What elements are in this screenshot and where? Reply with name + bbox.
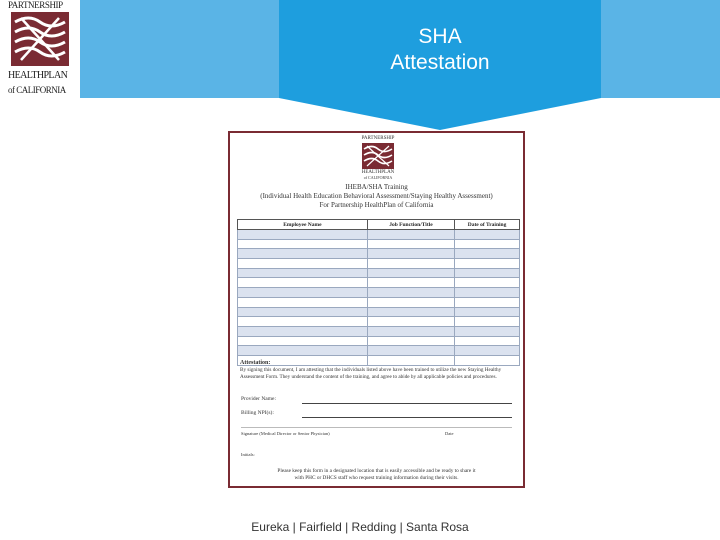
table-cell [455, 288, 520, 298]
table-cell [455, 230, 520, 240]
billing-npi-line [302, 417, 512, 418]
date-label: Date [445, 431, 454, 436]
table-row [238, 268, 520, 278]
form-logo-text-mid: HEALTHPLAN [361, 170, 395, 175]
table-cell [455, 297, 520, 307]
table-cell [367, 278, 454, 288]
form-logo-text-bottom: of CALIFORNIA [363, 175, 393, 180]
table-cell [238, 288, 368, 298]
form-footer-line1: Please keep this form in a designated location that is easily accessible and be ready to share it [277, 468, 476, 474]
table-cell [238, 239, 368, 249]
table-cell [238, 336, 368, 346]
form-footer-line2: with PHC or DHCS staff who request training information during their visits. [294, 475, 459, 481]
table-row [238, 230, 520, 240]
form-heading-line3: For Partnership HealthPlan of California [319, 201, 434, 209]
attestation-text: By signing this document, I am attesting that the individuals listed above have been trained to utilize the new Staying Healthy Assessment Form. They understand the content of the training, and agree to abide by all applicable policies and procedures. [240, 367, 502, 380]
table-cell [238, 317, 368, 327]
signature-line [241, 427, 512, 428]
table-cell [367, 326, 454, 336]
table-cell [238, 268, 368, 278]
table-cell [367, 259, 454, 269]
table-cell [367, 317, 454, 327]
table-row [238, 317, 520, 327]
logo-text-mid: HEALTHPLAN [8, 70, 68, 81]
billing-npi-label: Billing NPI(s): [241, 410, 274, 416]
title-banner-arrow [279, 98, 601, 130]
table-cell [367, 346, 454, 356]
table-cell [455, 317, 520, 327]
attestation-form-preview [228, 131, 525, 488]
table-row [238, 259, 520, 269]
table-cell [238, 278, 368, 288]
table-cell [367, 307, 454, 317]
form-heading-line2: (Individual Health Education Behavioral Assessment/Staying Healthy Assessment) [260, 192, 493, 200]
signature-label: Signature (Medical Director or Senior Physician) [241, 431, 330, 436]
table-cell [238, 326, 368, 336]
attestation-section [240, 360, 515, 381]
table-cell [238, 259, 368, 269]
table-cell [367, 297, 454, 307]
table-header-row [238, 220, 520, 230]
table-cell [455, 239, 520, 249]
office-locations-footer: Eureka | Fairfield | Redding | Santa Rosa [251, 520, 469, 534]
table-cell [455, 346, 520, 356]
table-cell [367, 249, 454, 259]
table-cell [455, 307, 520, 317]
table-row [238, 336, 520, 346]
table-row [238, 239, 520, 249]
logo-text-bottom: of CALIFORNIA [8, 85, 66, 95]
page-title-line1: SHA [418, 25, 462, 48]
table-cell [367, 336, 454, 346]
form-logo-text-top: PARTNERSHIP [361, 136, 395, 141]
table-cell [238, 307, 368, 317]
table-cell [455, 326, 520, 336]
table-row [238, 278, 520, 288]
table-row [238, 249, 520, 259]
table-cell [455, 268, 520, 278]
initials-label: Initials: [241, 452, 255, 457]
table-cell [367, 230, 454, 240]
form-logo-emblem-icon [362, 143, 394, 169]
training-roster-table [237, 219, 520, 366]
table-cell [367, 268, 454, 278]
form-heading [230, 183, 523, 210]
company-logo [8, 0, 74, 98]
form-logo [360, 136, 396, 180]
table-cell [367, 288, 454, 298]
form-heading-line1: IHEBA/SHA Training [345, 183, 408, 191]
logo-emblem-icon [11, 12, 69, 66]
table-body [238, 230, 520, 366]
logo-text-top: PARTNERSHIP [8, 0, 63, 10]
column-header-employee-name: Employee Name [238, 220, 368, 230]
table-cell [238, 230, 368, 240]
table-cell [367, 239, 454, 249]
table-row [238, 346, 520, 356]
column-header-job-function: Job Function/Title [367, 220, 454, 230]
table-cell [238, 346, 368, 356]
provider-name-label: Provider Name: [241, 396, 276, 402]
table-cell [238, 297, 368, 307]
table-row [238, 326, 520, 336]
table-cell [455, 278, 520, 288]
table-cell [455, 336, 520, 346]
provider-name-line [302, 403, 512, 404]
table-cell [455, 259, 520, 269]
page-title-line2: Attestation [390, 51, 490, 74]
table-cell [238, 249, 368, 259]
page-title [279, 24, 601, 76]
table-cell [455, 249, 520, 259]
table-row [238, 297, 520, 307]
table-row [238, 288, 520, 298]
table-row [238, 307, 520, 317]
column-header-date-of-training: Date of Training [455, 220, 520, 230]
attestation-heading: Attestation: [240, 360, 271, 366]
form-footer-note [230, 468, 523, 482]
